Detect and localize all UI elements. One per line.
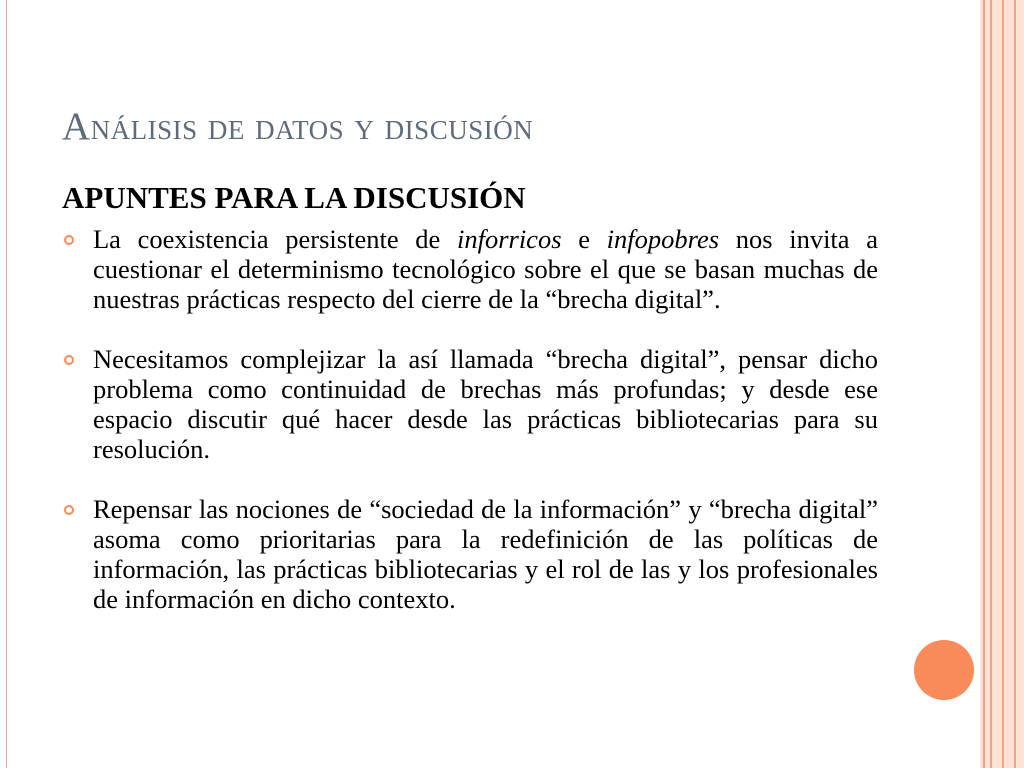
- bullet-item: [62, 494, 878, 614]
- bullet-text-part: nos invita a cuestionar el determinismo tecnológico sobre el que se basan muchas de nuestras prácticas respecto del cierre de la “brecha digital”.: [93, 224, 878, 314]
- bullet-item: [62, 344, 878, 464]
- bullet-circle-icon: [64, 235, 74, 245]
- bullet-circle-icon: [64, 355, 74, 365]
- left-border-line: [6, 0, 7, 768]
- bullet-circle-icon: [64, 505, 74, 515]
- slide-subtitle: APUNTES PARA LA DISCUSIÓN: [62, 180, 526, 215]
- bullet-emphasis-infopobres: infopobres: [606, 224, 720, 254]
- bullet-item: [62, 224, 878, 314]
- bullet-text-part: La coexistencia persistente de: [93, 224, 457, 254]
- bullet-text: Repensar las nociones de “sociedad de la información” y “brecha digital” asoma como prioritarias para la redefinición de las políticas de información, las prácticas bibliotecarias y el rol de las y los profesionales de información en dicho contexto.: [93, 494, 878, 614]
- bullet-list: [62, 224, 878, 614]
- decorative-stripes: [980, 0, 1024, 768]
- bullet-emphasis-inforricos: inforricos: [456, 224, 562, 254]
- slide-title: Análisis de datos y discusión: [62, 105, 534, 148]
- decorative-orange-circle: [914, 640, 974, 700]
- bullet-text: Necesitamos complejizar la así llamada “brecha digital”, pensar dicho problema como continuidad de brechas más profundas; y desde ese espacio discutir qué hacer desde las prácticas bibliotecarias para su resolución.: [93, 344, 878, 464]
- bullet-text: [93, 224, 878, 314]
- bullet-text-part: e: [561, 224, 607, 254]
